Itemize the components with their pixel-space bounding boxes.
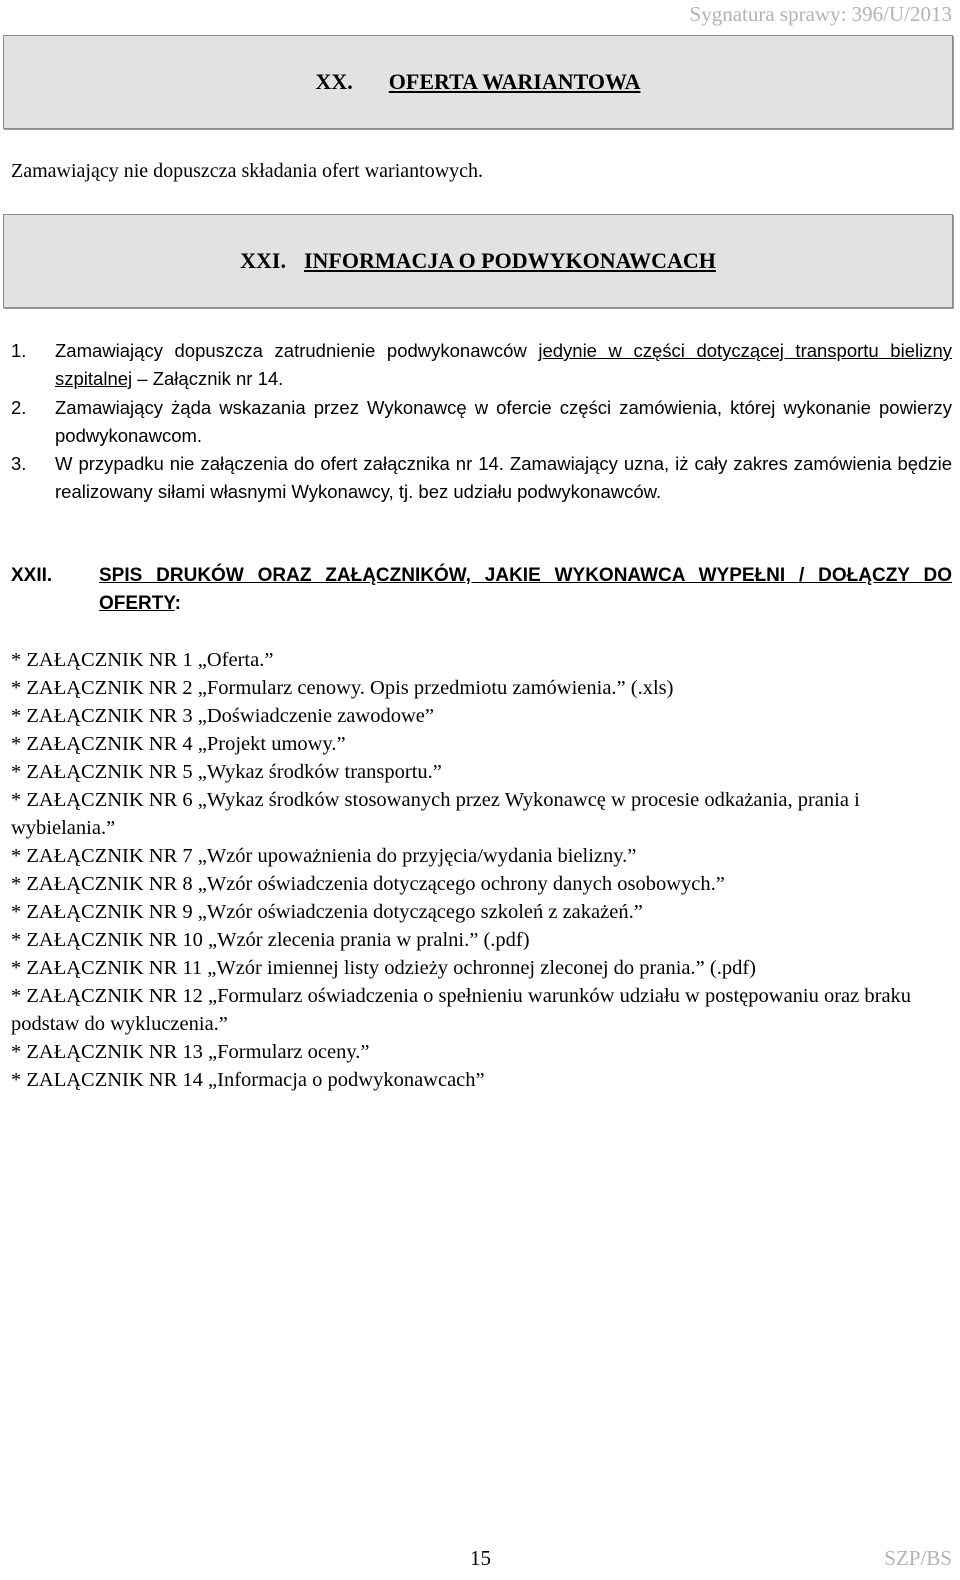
section-xxii-title-suffix: : [174, 593, 181, 614]
list-item [0, 337, 960, 393]
item-number: 3. [11, 453, 27, 474]
section-xx-banner [3, 35, 953, 129]
list-item: * ZAŁĄCZNIK NR 7 „Wzór upoważnienia do przyjęcia/wydania bielizny.” [11, 845, 637, 867]
item-number: 1. [11, 340, 27, 361]
footer-code: SZP/BS [884, 1546, 952, 1570]
list-item: * ZAŁĄCZNIK NR 9 „Wzór oświadczenia dotyczącego szkoleń z zakażeń.” [11, 901, 643, 923]
item-text-part: – Załącznik nr 14. [132, 368, 284, 389]
list-item: * ZAŁĄCZNIK NR 8 „Wzór oświadczenia dotyczącego ochrony danych osobowych.” [11, 873, 725, 895]
list-item: * ZAŁĄCZNIK NR 3 „Doświadczenie zawodowe” [11, 705, 434, 727]
list-item: * ZAŁĄCZNIK NR 11 „Wzór imiennej listy odzieży ochronnej zleconej do prania.” (.pdf) [11, 957, 756, 979]
list-item: * ZAŁĄCZNIK NR 4 „Projekt umowy.” [11, 733, 346, 755]
list-item: * ZAŁĄCZNIK NR 6 „Wykaz środków stosowanych przez Wykonawcę w procesie odkażania, prania i wybielania.” [11, 789, 860, 839]
section-xxii-number: XXII. [11, 565, 53, 586]
list-item: * ZAŁĄCZNIK NR 10 „Wzór zlecenia prania w pralni.” (.pdf) [11, 929, 530, 951]
case-signature: Sygnatura sprawy: 396/U/2013 [689, 2, 952, 26]
list-item [0, 394, 960, 450]
section-xx-body: Zamawiający nie dopuszcza składania ofert wariantowych. [11, 160, 484, 182]
section-xxii-title-text: SPIS DRUKÓW ORAZ ZAŁĄCZNIKÓW, JAKIE WYKONAWCA WYPEŁNI / DOŁĄCZY DO OFERTY [99, 565, 952, 614]
item-text-underlined: jedynie w części dotyczącej transportu bielizny szpitalnej [55, 340, 952, 389]
section-xxi-banner [3, 214, 953, 308]
page-number: 15 [470, 1546, 491, 1570]
list-item: * ZAŁĄCZNIK NR 13 „Formularz oceny.” [11, 1041, 370, 1063]
list-item: * ZAŁĄCZNIK NR 1 „Oferta.” [11, 649, 274, 671]
list-item: * ZAŁĄCZNIK NR 2 „Formularz cenowy. Opis przedmiotu zamówienia.” (.xls) [11, 677, 674, 699]
item-text-part: Zamawiający dopuszcza zatrudnienie podwykonawców [55, 340, 539, 361]
list-item: * ZALĄCZNIK NR 14 „Informacja o podwykonawcach” [11, 1069, 485, 1091]
section-xx-number: XX. [315, 69, 353, 94]
item-text: W przypadku nie załączenia do ofert załącznika nr 14. Zamawiający uzna, iż cały zakres zamówienia będzie realizowany siłami własnymi Wykonawcy, tj. bez udziału podwykonawców. [55, 453, 952, 502]
list-item [0, 450, 960, 534]
item-text: Zamawiający żąda wskazania przez Wykonawcę w ofercie części zamówienia, której wykonanie powierzy podwykonawcom. [55, 397, 952, 446]
list-item: * ZAŁĄCZNIK NR 12 „Formularz oświadczenia o spełnieniu warunków udziału w postępowaniu oraz braku podstaw do wykluczenia.” [11, 985, 912, 1035]
section-xxi-number: XXI. [240, 248, 286, 273]
list-item: * ZAŁĄCZNIK NR 5 „Wykaz środków transportu.” [11, 761, 442, 783]
item-number: 2. [11, 397, 27, 418]
item-text [55, 337, 952, 393]
section-xx-title: OFERTA WARIANTOWA [388, 69, 641, 94]
section-xxi-title: INFORMACJA O PODWYKONAWCACH [303, 248, 716, 273]
section-xxii-title [99, 562, 952, 618]
attachment-list [11, 646, 951, 1094]
